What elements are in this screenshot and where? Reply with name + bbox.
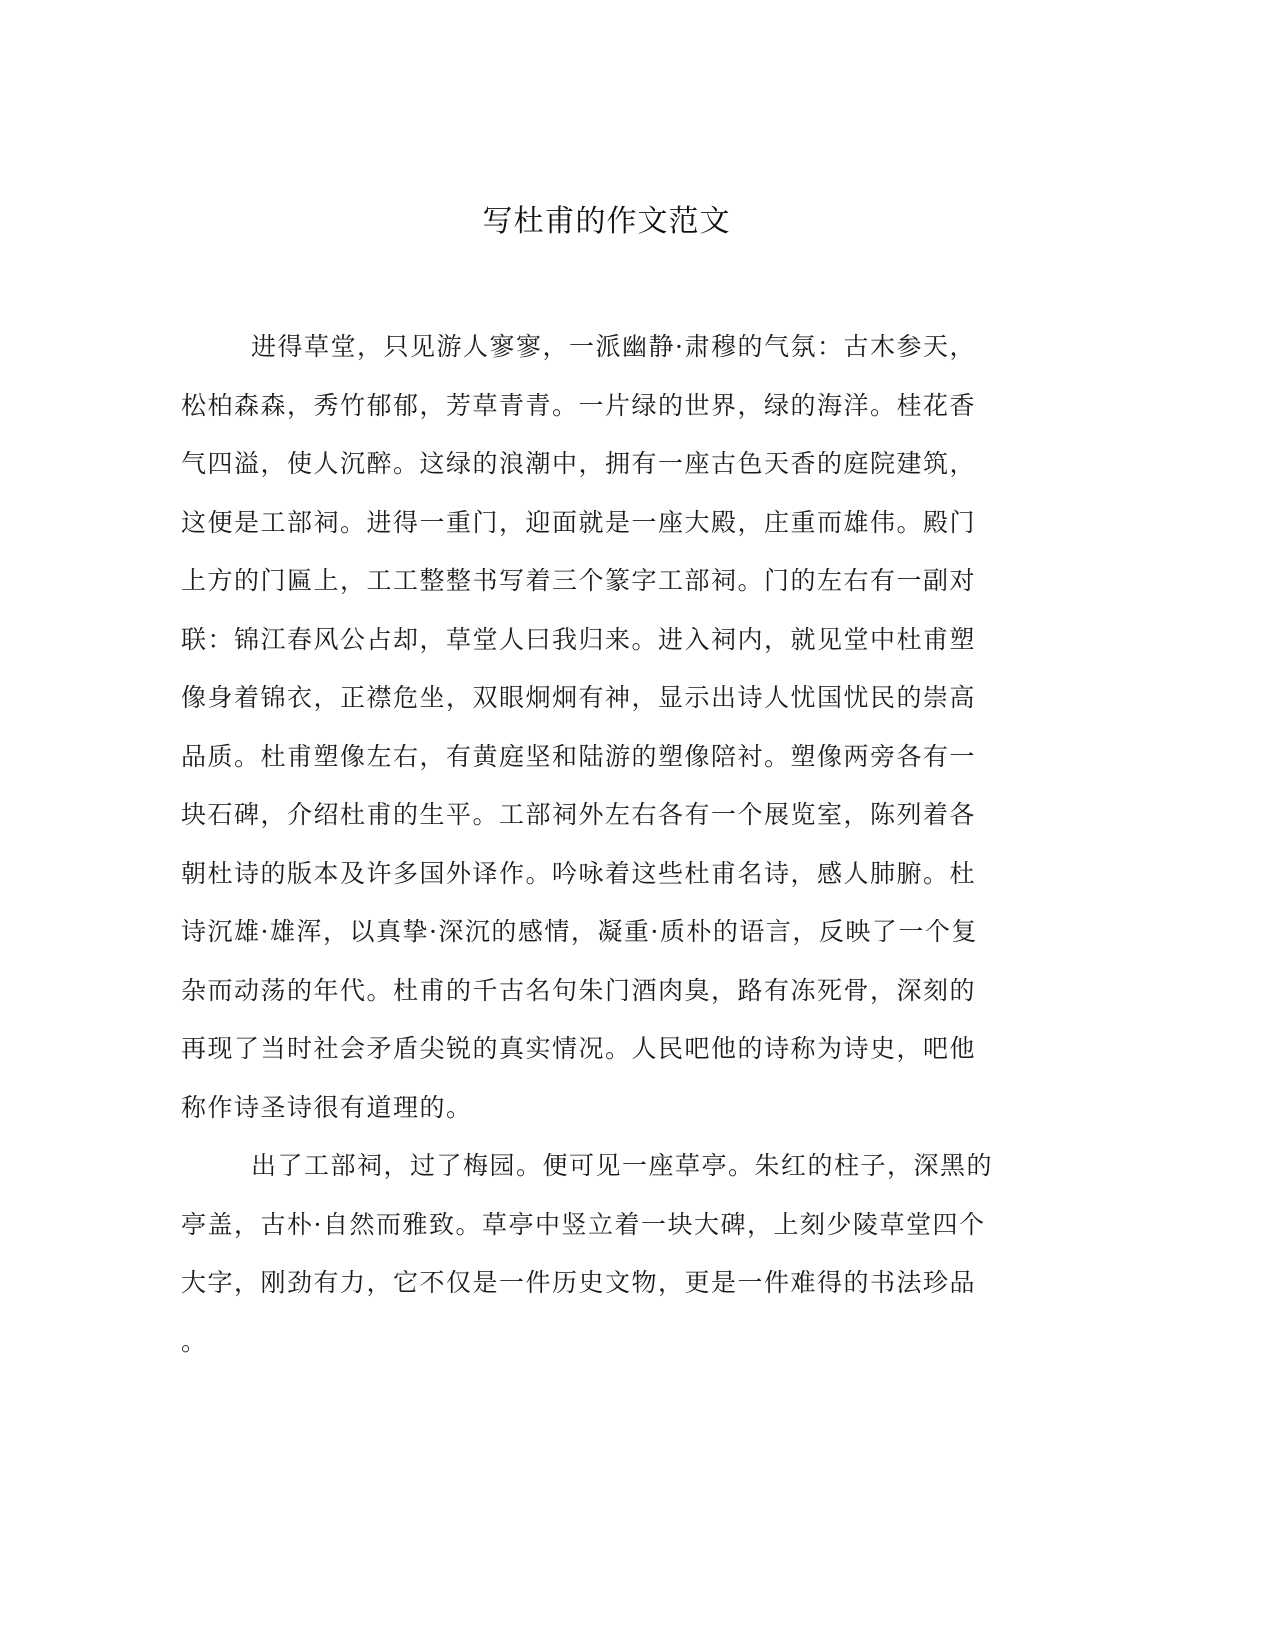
paragraph-2 [181, 1137, 1031, 1371]
paragraph-1 [181, 318, 1031, 1137]
paragraph-line: 亭盖，古朴·自然而雅致。草亭中竖立着一块大碑，上刻少陵草堂四个 [181, 1209, 986, 1239]
document-title: 写杜甫的作文范文 [482, 204, 731, 239]
paragraph-line: 像身着锦衣，正襟危坐，双眼炯炯有神，显示出诗人忧国忧民的崇高 [181, 683, 977, 712]
paragraph-line: 这便是工部祠。进得一重门，迎面就是一座大殿，庄重而雄伟。殿门 [181, 507, 977, 537]
paragraph-line: 。 [181, 1326, 208, 1356]
paragraph-line: 进得草堂，只见游人寥寥，一派幽静·肃穆的气氛：古木参天， [251, 332, 976, 361]
paragraph-line: 大字，刚劲有力，它不仅是一件历史文物，更是一件难得的书法珍品 [181, 1268, 977, 1297]
paragraph-line: 诗沉雄·雄浑，以真挚·深沉的感情，凝重·质朴的语言，反映了一个复 [181, 917, 978, 946]
paragraph-line: 朝杜诗的版本及许多国外译作。吟咏着这些杜甫名诗，感人肺腑。杜 [181, 858, 977, 888]
paragraph-line: 再现了当时社会矛盾尖锐的真实情况。人民吧他的诗称为诗史，吧他 [181, 1034, 977, 1063]
paragraph-line: 品质。杜甫塑像左右，有黄庭坚和陆游的塑像陪衬。塑像两旁各有一 [181, 741, 977, 771]
paragraph-line: 杂而动荡的年代。杜甫的千古名句朱门酒肉臭，路有冻死骨，深刻的 [181, 975, 977, 1005]
paragraph-line: 上方的门匾上，工工整整书写着三个篆字工部祠。门的左右有一副对 [181, 566, 977, 595]
paragraph-line: 气四溢，使人沉醉。这绿的浪潮中，拥有一座古色天香的庭院建筑， [181, 449, 977, 478]
document-body [181, 318, 1031, 1371]
paragraph-line: 联：锦江春风公占却，草堂人曰我归来。进入祠内，就见堂中杜甫塑 [181, 624, 977, 654]
paragraph-line: 称作诗圣诗很有道理的。 [181, 1092, 473, 1122]
paragraph-line: 块石碑，介绍杜甫的生平。工部祠外左右各有一个展览室，陈列着各 [181, 800, 977, 829]
paragraph-line: 出了工部祠，过了梅园。便可见一座草亭。朱红的柱子，深黑的 [251, 1151, 994, 1180]
paragraph-line: 松柏森森，秀竹郁郁，芳草青青。一片绿的世界，绿的海洋。桂花香 [181, 390, 977, 420]
